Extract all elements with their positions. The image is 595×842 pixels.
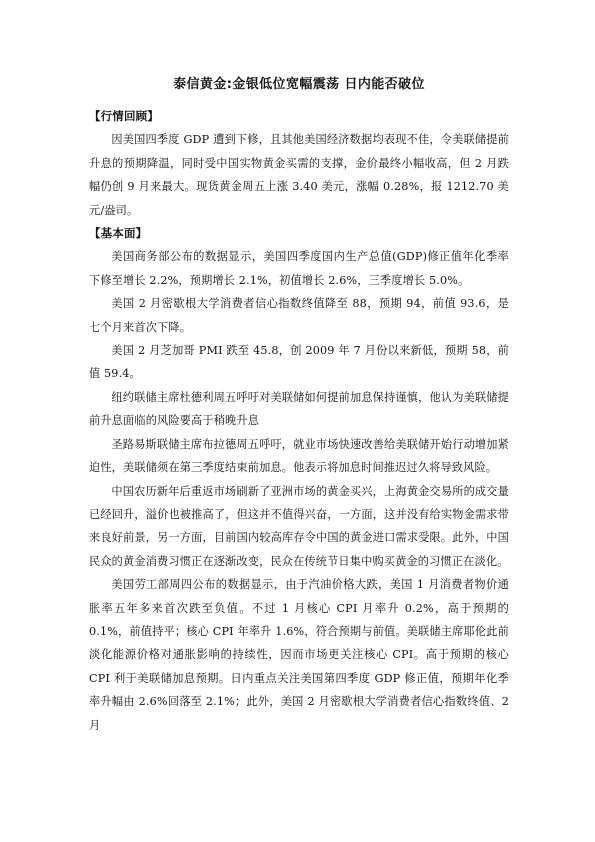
document-title: 泰信黄金:金银低位宽幅震荡 日内能否破位: [173, 77, 425, 92]
paragraph: 美国劳工部周四公布的数据显示，由于汽油价格大跌，美国 1 月消费者物价通胀率五年多来首次跌至负值。不过 1 月核心 CPI 月率升 0.2%，高于预期的 0.1%，前值持平；核心 CPI 年率升 1.6%，符合预期与前值。美联储主席耶伦此前淡化能源价格对通胀影响的持续性，因而市场更关注核心 CPI。高于预期的核心 CPI 利于美联储加息预期。日内重点关注美国第四季度 GDP 修正值，预期年化季率升幅由 2.6%回落至 2.1%；此外，美国 2 月密歇根大学消费者信心指数终值、2 月: [89, 578, 509, 732]
section-fundamentals: [89, 222, 509, 737]
paragraph: 圣路易斯联储主席布拉德周五呼吁，就业市场快速改善给美联储开始行动增加紧迫性，美联储须在第三季度结束前加息。他表示将加息时间推迟过久将导致风险。: [89, 437, 509, 475]
section-market-review: [89, 105, 509, 222]
paragraph: 美国商务部公布的数据显示，美国四季度国内生产总值(GDP)修正值年化季率下修至增长 2.2%，预期增长 2.1%，初值增长 2.6%，三季度增长 5.0%。: [89, 250, 509, 287]
section-heading-market-review: 【行情回顾】: [89, 109, 159, 123]
document-page: [89, 76, 509, 737]
paragraph: 中国农历新年后重返市场刷新了亚洲市场的黄金买兴，上海黄金交易所的成交量已经回升，溢价也被推高了，但这并不值得兴奋，一方面，这并没有给实物金需求带来良好前景，另一方面，目前国内较高库存令中国的黄金进口需求受限。此外，中国民众的黄金消费习惯正在逐渐改变，民众在传统节日集中购买黄金的习惯正在淡化。: [89, 484, 509, 568]
paragraph: 美国 2 月密歇根大学消费者信心指数终值降至 88，预期 94，前值 93.6，是七个月来首次下降。: [89, 297, 509, 334]
section-heading-fundamentals: 【基本面】: [89, 226, 148, 241]
paragraph: 纽约联储主席杜德利周五呼吁对美联储如何提前加息保持谨慎，他认为美联储提前升息面临的风险要高于稍晚升息: [89, 390, 509, 428]
paragraph: 因美国四季度 GDP 遭到下修，且其他美国经济数据均表现不佳，令美联储提前升息的预期降温，同时受中国实物黄金买需的支撑，金价最终小幅收高，但 2 月跌幅仍创 9 月来最大。现货黄金周五上涨 3.40 美元，涨幅 0.28%，报 1212.70 美元/盎司。: [89, 133, 509, 217]
paragraph: 美国 2 月芝加哥 PMI 跌至 45.8，创 2009 年 7 月份以来新低，预期 58，前值 59.4。: [89, 344, 509, 381]
